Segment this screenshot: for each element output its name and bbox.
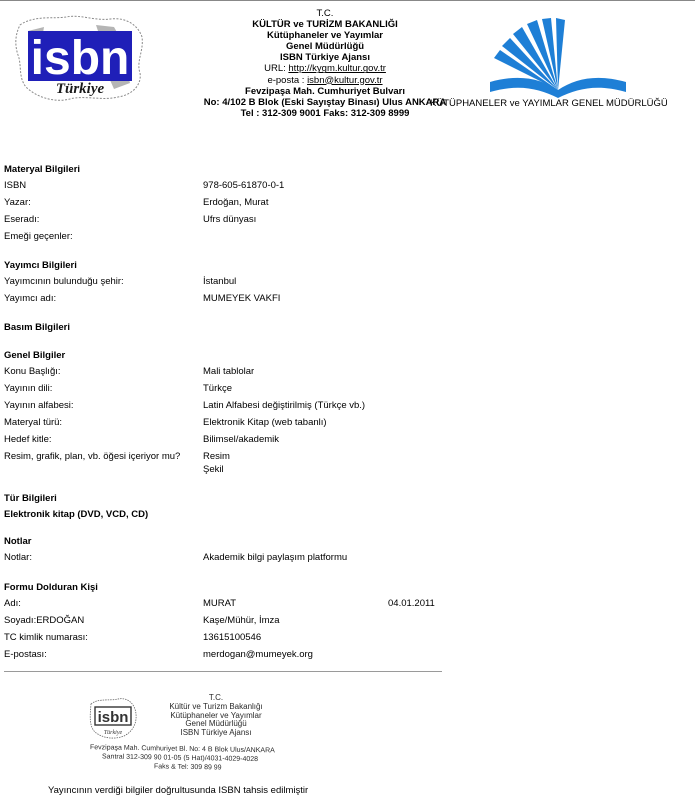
stamp-address xyxy=(90,743,300,774)
section-basim-title: Basım Bilgileri xyxy=(4,322,70,333)
section-materyal-title: Materyal Bilgileri xyxy=(4,164,81,175)
official-stamp xyxy=(88,694,318,780)
header-line: T.C. xyxy=(316,8,334,19)
publisher-city-label: Yayımcının bulunduğu şehir: xyxy=(4,276,124,287)
stamp-line: Genel Müdürlüğü xyxy=(185,719,247,729)
illustrations-value-1: Resim xyxy=(203,451,230,462)
kygm-book-logo xyxy=(488,18,628,98)
first-name-value: MURAT xyxy=(203,598,237,609)
section-yayimci-title: Yayımcı Bilgileri xyxy=(4,260,77,271)
tc-id-label: TC kimlik numarası: xyxy=(4,632,88,643)
form-date: 04.01.2011 xyxy=(388,598,435,609)
alphabet-label: Yayının alfabesi: xyxy=(4,400,74,411)
surname-label: Soyadı:ERDOĞAN xyxy=(4,615,85,626)
section-tur-title: Tür Bilgileri xyxy=(4,493,57,504)
header-line: ISBN Türkiye Ajansı xyxy=(280,52,370,64)
alphabet-value: Latin Alfabesi değiştirilmiş (Türkçe vb.) xyxy=(203,400,366,411)
svg-text:isbn: isbn xyxy=(97,709,129,726)
email-line: e-posta : isbn@kultur.gov.tr xyxy=(267,74,383,86)
material-type-value: Elektronik Kitap (web tabanlı) xyxy=(203,417,327,428)
footer-note: Yayıncının verdiği bilgiler doğrultusunda ISBN tahsis edilmiştir xyxy=(48,785,309,796)
phone-line: Tel : 312-309 9001 Faks: 312-309 8999 xyxy=(240,107,410,119)
illustrations-value-2: Şekil xyxy=(203,464,224,475)
section-formu-title: Formu Dolduran Kişi xyxy=(4,582,98,593)
header-line: KÜLTÜR ve TURİZM BAKANLIĞI xyxy=(252,19,398,31)
header-line: Kütüphaneler ve Yayımlar xyxy=(267,30,383,42)
top-border xyxy=(0,0,695,1)
author-label: Yazar: xyxy=(4,197,31,208)
stamp-address-line: Santral 312-309 90 01-05 (5 Hat)/4031-4029-4028 xyxy=(102,753,259,764)
email-label: E-postası: xyxy=(4,649,47,660)
divider xyxy=(4,671,442,672)
publisher-name-value: MUMEYEK VAKFI xyxy=(203,293,281,304)
url-line: URL: http://kygm.kultur.gov.tr xyxy=(264,63,386,75)
isbn-value: 978-605-61870-0-1 xyxy=(203,180,285,191)
stamp-address-line: Fevzipaşa Mah. Cumhuriyet Bl. No: 4 B Blok Ulus/ANKARA xyxy=(90,744,275,755)
svg-text:Türkiye: Türkiye xyxy=(103,730,123,736)
seal-signature-label: Kaşe/Mühür, İmza xyxy=(203,615,280,626)
contributors-label: Emeği geçenler: xyxy=(4,231,73,242)
email-value: merdogan@mumeyek.org xyxy=(203,649,313,660)
language-value: Türkçe xyxy=(203,383,233,394)
genre-value: Elektronik kitap (DVD, VCD, CD) xyxy=(4,509,149,520)
notes-value: Akademik bilgi paylaşım platformu xyxy=(203,552,348,563)
audience-label: Hedef kitle: xyxy=(4,434,52,445)
notes-label: Notlar: xyxy=(4,552,32,563)
author-value: Erdoğan, Murat xyxy=(203,197,269,208)
svg-text:Türkiye: Türkiye xyxy=(55,81,105,97)
isbn-turkiye-logo xyxy=(14,11,146,105)
header-line: Genel Müdürlüğü xyxy=(285,41,365,53)
isbn-label: ISBN xyxy=(4,180,27,191)
svg-text:isbn: isbn xyxy=(30,32,130,85)
kygm-caption: KÜTÜPHANELER ve YAYIMLAR GENEL MÜDÜRLÜĞÜ xyxy=(430,98,668,109)
section-genel-title: Genel Bilgiler xyxy=(4,350,66,361)
publisher-city-value: İstanbul xyxy=(203,276,237,287)
tc-id-value: 13615100546 xyxy=(203,632,262,643)
stamp-isbn-logo xyxy=(88,696,138,740)
material-type-label: Materyal türü: xyxy=(4,417,63,428)
subject-value: Mali tablolar xyxy=(203,366,255,377)
language-label: Yayının dili: xyxy=(4,383,53,394)
stamp-line: Kültür ve Turizm Bakanlığı xyxy=(169,701,263,711)
stamp-line: T.C. xyxy=(208,693,224,702)
title-label: Eseradı: xyxy=(4,214,40,225)
subject-label: Konu Başlığı: xyxy=(4,366,61,377)
first-name-label: Adı: xyxy=(4,598,21,609)
publisher-name-label: Yayımcı adı: xyxy=(4,293,57,304)
stamp-line: ISBN Türkiye Ajansı xyxy=(180,728,252,738)
stamp-line: Kütüphaneler ve Yayımlar xyxy=(170,710,262,720)
address-line-1: Fevzipaşa Mah. Cumhuriyet Bulvarı xyxy=(245,85,405,97)
stamp-address-line: Faks & Tel: 309 89 99 xyxy=(154,763,222,772)
email-link[interactable]: isbn@kultur.gov.tr xyxy=(307,74,383,86)
stamp-header xyxy=(140,694,292,738)
address-line-2: No: 4/102 B Blok (Eski Sayıştay Binası) Ulus ANKARA xyxy=(203,96,447,108)
audience-value: Bilimsel/akademik xyxy=(203,434,280,445)
section-notlar-title: Notlar xyxy=(4,536,32,547)
url-link[interactable]: http://kygm.kultur.gov.tr xyxy=(288,63,386,75)
illustrations-label: Resim, grafik, plan, vb. öğesi içeriyor mu? xyxy=(4,451,181,462)
title-value: Ufrs dünyası xyxy=(203,214,257,225)
